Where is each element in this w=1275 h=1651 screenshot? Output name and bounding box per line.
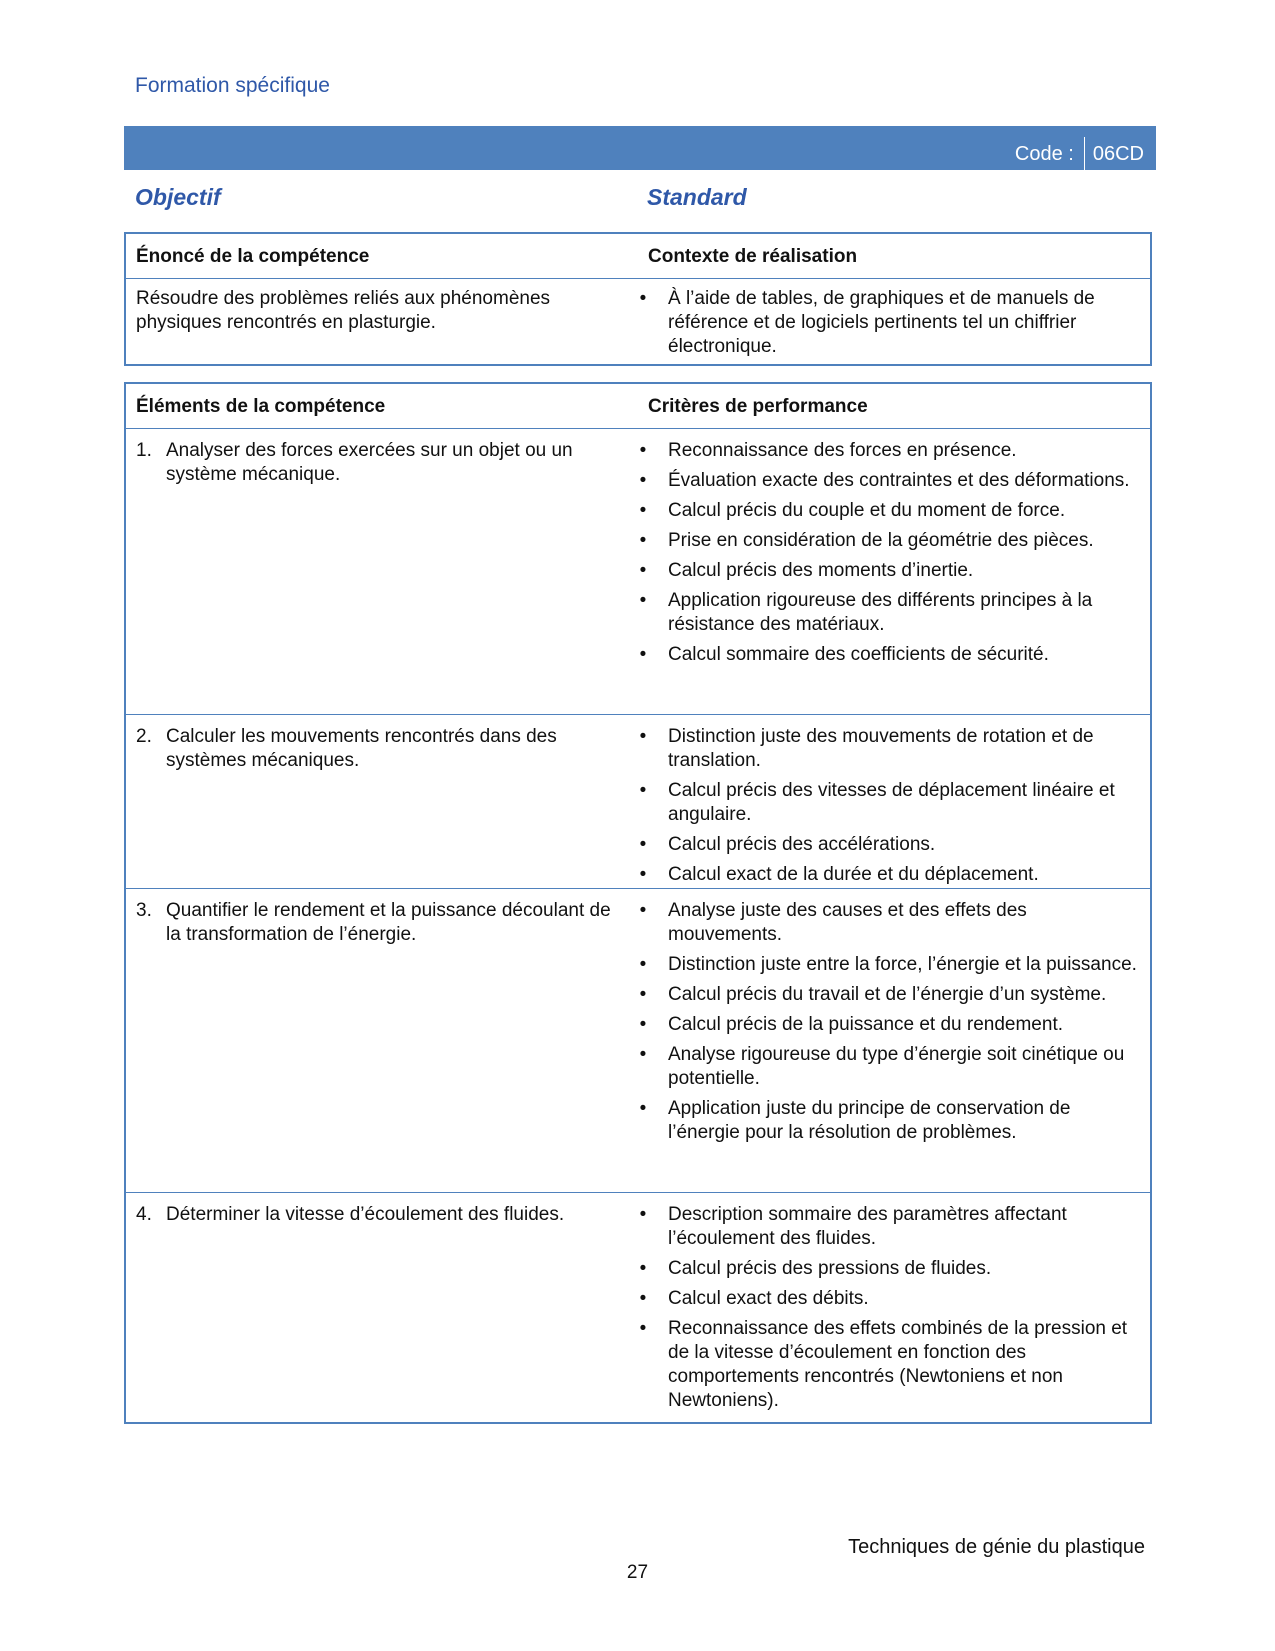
criteria-text: Calcul précis du travail et de l’énergie d’un système. bbox=[668, 984, 1107, 1005]
criteria-text: Analyse juste des causes et des effets des mouvements. bbox=[668, 900, 1027, 945]
criteria-text: Application juste du principe de conservation de l’énergie pour la résolution de problèmes. bbox=[668, 1098, 1071, 1143]
criteria-item bbox=[638, 899, 1138, 947]
criteria-item bbox=[638, 953, 1138, 977]
bullet-icon: • bbox=[639, 590, 647, 611]
element-row-4 bbox=[126, 1193, 1150, 1421]
bullet-icon: • bbox=[639, 644, 647, 665]
criteria-item bbox=[638, 589, 1138, 637]
bullet-icon: • bbox=[639, 780, 647, 801]
code-bar bbox=[124, 126, 1156, 170]
criteria-text: Calcul précis de la puissance et du rendement. bbox=[668, 1014, 1064, 1035]
criteria-item bbox=[638, 725, 1138, 773]
bullet-icon: • bbox=[639, 530, 647, 551]
code-group bbox=[1015, 137, 1144, 171]
criteria-text: Reconnaissance des effets combinés de la pression et de la vitesse d’écoulement en fonction des comportements rencontrés (Newtoniens et non Newtoniens). bbox=[668, 1318, 1128, 1411]
criteria-text: Analyse rigoureuse du type d’énergie soit cinétique ou potentielle. bbox=[668, 1044, 1125, 1089]
bullet-icon: • bbox=[639, 834, 647, 855]
bullet-icon: • bbox=[639, 470, 647, 491]
code-value: 06CD bbox=[1092, 142, 1144, 165]
criteria-text: Description sommaire des paramètres affectant l’écoulement des fluides. bbox=[668, 1204, 1067, 1249]
elements-header-row bbox=[126, 384, 1150, 429]
criteria-text: Prise en considération de la géométrie des pièces. bbox=[668, 530, 1094, 551]
competence-header-row bbox=[126, 234, 1150, 279]
criteria-item bbox=[638, 1317, 1138, 1413]
criteria-item bbox=[638, 983, 1138, 1007]
standard-heading: Standard bbox=[647, 184, 747, 210]
bullet-icon: • bbox=[639, 1288, 647, 1309]
bullet-icon: • bbox=[639, 954, 647, 975]
element-row-1 bbox=[126, 429, 1150, 715]
criteria-text: Distinction juste des mouvements de rotation et de translation. bbox=[668, 726, 1094, 771]
criteria-item bbox=[638, 1043, 1138, 1091]
context-item bbox=[638, 287, 1138, 359]
criteria-text: Calcul sommaire des coefficients de sécurité. bbox=[668, 644, 1049, 665]
criteria-text: Calcul précis des vitesses de déplacement linéaire et angulaire. bbox=[668, 780, 1115, 825]
bullet-icon: • bbox=[639, 864, 647, 885]
element-row-3 bbox=[126, 889, 1150, 1193]
bullet-icon: • bbox=[639, 726, 647, 747]
element-cell bbox=[136, 439, 626, 487]
criteria-item bbox=[638, 643, 1138, 667]
criteria-item bbox=[638, 469, 1138, 493]
bullet-icon: • bbox=[639, 288, 647, 309]
page-header-title: Formation spécifique bbox=[135, 74, 330, 97]
bullet-icon: • bbox=[639, 560, 647, 581]
bullet-icon: • bbox=[639, 1204, 647, 1225]
bullet-icon: • bbox=[639, 1258, 647, 1279]
criteria-text: Distinction juste entre la force, l’énergie et la puissance. bbox=[668, 954, 1137, 975]
section-heads bbox=[135, 184, 1145, 218]
competence-statement-header: Énoncé de la compétence bbox=[136, 246, 370, 267]
context-list bbox=[638, 287, 1138, 365]
criteria-item bbox=[638, 559, 1138, 583]
criteria-item bbox=[638, 1013, 1138, 1037]
criteria-item bbox=[638, 1257, 1138, 1281]
footer-program: Techniques de génie du plastique bbox=[848, 1536, 1145, 1558]
criteria-list bbox=[638, 725, 1138, 893]
elements-table bbox=[124, 382, 1152, 1424]
code-label: Code : bbox=[1014, 142, 1074, 165]
element-cell bbox=[136, 725, 626, 773]
criteria-text: Reconnaissance des forces en présence. bbox=[668, 440, 1017, 461]
criteria-text: Application rigoureuse des différents principes à la résistance des matériaux. bbox=[668, 590, 1093, 635]
element-cell bbox=[136, 899, 626, 947]
elements-header: Éléments de la compétence bbox=[136, 396, 386, 417]
criteria-item bbox=[638, 1287, 1138, 1311]
criteria-item bbox=[638, 779, 1138, 827]
element-text: Analyser des forces exercées sur un objet ou un système mécanique. bbox=[166, 440, 573, 485]
context-text: À l’aide de tables, de graphiques et de manuels de référence et de logiciels pertinents tel un chiffrier électronique. bbox=[668, 288, 1095, 357]
competence-statement-cell bbox=[136, 287, 626, 335]
criteria-text: Calcul précis des moments d’inertie. bbox=[668, 560, 974, 581]
objectif-heading: Objectif bbox=[135, 184, 221, 210]
bullet-icon: • bbox=[639, 1044, 647, 1065]
criteria-item bbox=[638, 499, 1138, 523]
bullet-icon: • bbox=[639, 440, 647, 461]
criteria-item bbox=[638, 863, 1138, 887]
code-divider bbox=[1084, 137, 1085, 171]
criteria-list bbox=[638, 439, 1138, 673]
criteria-header: Critères de performance bbox=[648, 396, 868, 417]
element-number: 4. bbox=[136, 1204, 152, 1225]
criteria-text: Calcul précis des accélérations. bbox=[668, 834, 936, 855]
competence-table bbox=[124, 232, 1152, 366]
criteria-item bbox=[638, 1203, 1138, 1251]
bullet-icon: • bbox=[639, 900, 647, 921]
element-text: Calculer les mouvements rencontrés dans des systèmes mécaniques. bbox=[166, 726, 557, 771]
criteria-list bbox=[638, 899, 1138, 1151]
element-cell bbox=[136, 1203, 626, 1227]
criteria-text: Calcul précis des pressions de fluides. bbox=[668, 1258, 992, 1279]
criteria-item bbox=[638, 1097, 1138, 1145]
element-row-2 bbox=[126, 715, 1150, 889]
criteria-text: Évaluation exacte des contraintes et des déformations. bbox=[668, 470, 1130, 491]
competence-statement: Résoudre des problèmes reliés aux phénomènes physiques rencontrés en plasturgie. bbox=[136, 288, 551, 333]
page-number: 27 bbox=[626, 1562, 649, 1583]
criteria-item bbox=[638, 529, 1138, 553]
bullet-icon: • bbox=[639, 500, 647, 521]
competence-row bbox=[126, 279, 1150, 365]
criteria-text: Calcul précis du couple et du moment de force. bbox=[668, 500, 1066, 521]
bullet-icon: • bbox=[639, 1014, 647, 1035]
bullet-icon: • bbox=[639, 1318, 647, 1339]
element-text: Déterminer la vitesse d’écoulement des fluides. bbox=[166, 1204, 565, 1225]
element-number: 2. bbox=[136, 726, 152, 747]
criteria-item bbox=[638, 833, 1138, 857]
criteria-item bbox=[638, 439, 1138, 463]
bullet-icon: • bbox=[639, 1098, 647, 1119]
element-number: 3. bbox=[136, 900, 152, 921]
context-header: Contexte de réalisation bbox=[648, 246, 858, 267]
criteria-text: Calcul exact de la durée et du déplacement. bbox=[668, 864, 1039, 885]
criteria-text: Calcul exact des débits. bbox=[668, 1288, 869, 1309]
element-number: 1. bbox=[136, 440, 152, 461]
criteria-list bbox=[638, 1203, 1138, 1419]
element-text: Quantifier le rendement et la puissance découlant de la transformation de l’énergie. bbox=[166, 900, 611, 945]
bullet-icon: • bbox=[639, 984, 647, 1005]
